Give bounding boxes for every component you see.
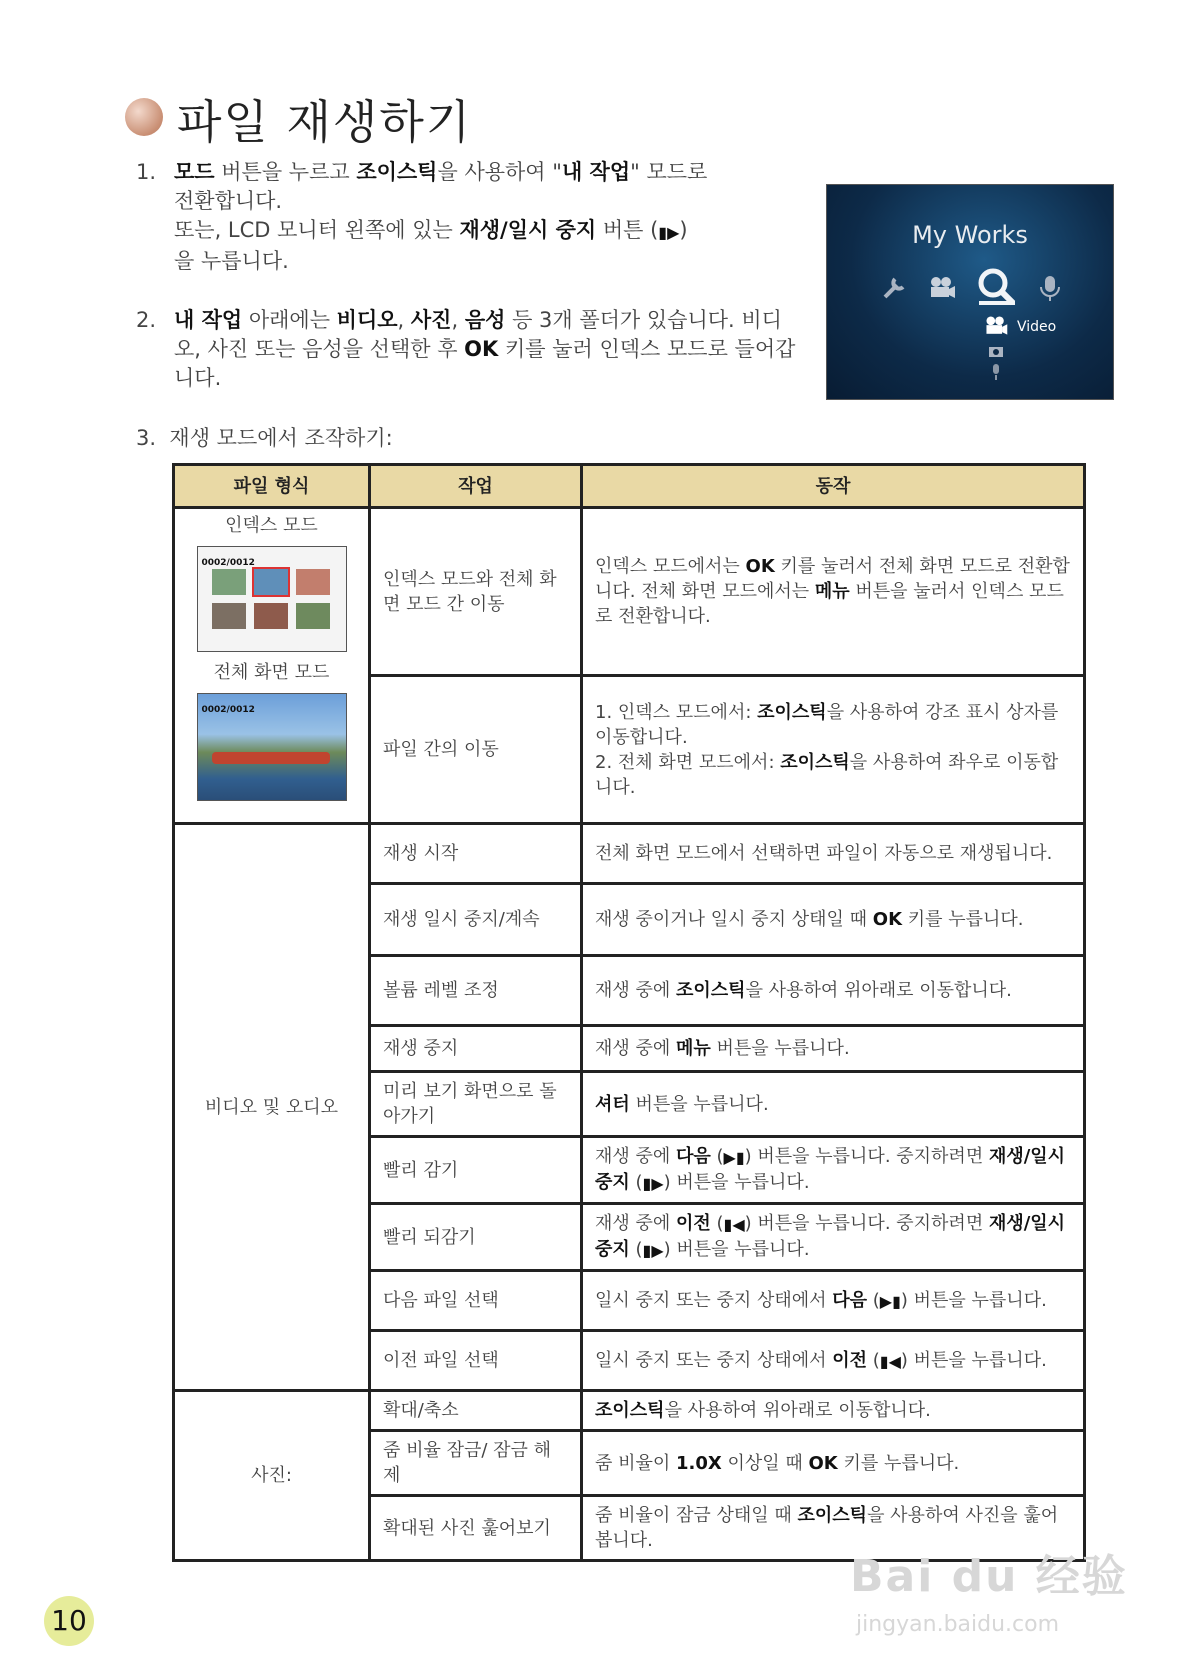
title-bullet-icon: [125, 98, 163, 136]
play-pause-icon: ▮▶: [658, 223, 680, 242]
action-cell: 셔터 버튼을 누릅니다.: [582, 1072, 1085, 1137]
action-cell: 조이스틱을 사용하여 위아래로 이동합니다.: [582, 1391, 1085, 1431]
play-pause-icon: ▮▶: [642, 1174, 664, 1193]
thumbnail-photo: [296, 569, 330, 595]
previous-icon: ▮◀: [879, 1351, 901, 1371]
step-1: [136, 158, 796, 276]
microphone-small-icon: [988, 363, 1004, 381]
tools-icon: [879, 273, 909, 303]
task-cell: 확대된 사진 훑어보기: [370, 1496, 582, 1561]
selected-thumbnail: [254, 569, 288, 595]
step-number: 2.: [136, 308, 157, 332]
task-cell: 파일 간의 이동: [370, 676, 582, 824]
index-mode-thumbnail: [197, 546, 347, 652]
screenshot-title: My Works: [912, 221, 1028, 249]
task-cell: 인덱스 모드와 전체 화면 모드 간 이동: [370, 508, 582, 676]
action-cell: 전체 화면 모드에서 선택하면 파일이 자동으로 재생됩니다.: [582, 824, 1085, 884]
step-2-text: 내 작업 아래에는 비디오, 사진, 음성 등 3개 폴더가 있습니다. 비디오, 사진 또는 음성을 선택한 후 OK 키를 눌러 인덱스 모드로 들어갑니다.: [174, 308, 796, 390]
playback-operations-table: [172, 463, 1086, 1562]
full-counter: 0002/0012: [201, 705, 255, 715]
file-type-index-full: [174, 508, 370, 824]
thumbnail-photo: [296, 603, 330, 629]
task-cell: 다음 파일 선택: [370, 1271, 582, 1331]
task-cell: 볼륨 레벨 조정: [370, 956, 582, 1026]
action-cell: 재생 중에 메뉴 버튼을 누릅니다.: [582, 1026, 1085, 1072]
action-cell: 재생 중이거나 일시 중지 상태일 때 OK 키를 누릅니다.: [582, 884, 1085, 956]
task-cell: 빨리 되감기: [370, 1204, 582, 1271]
action-cell: 재생 중에 다음 (▶▮) 버튼을 누릅니다. 중지하려면 재생/일시 중지 (▮▶) 버튼을 누릅니다.: [582, 1137, 1085, 1204]
full-mode-label: 전체 화면 모드: [213, 662, 330, 683]
task-cell: 빨리 감기: [370, 1137, 582, 1204]
action-cell: 재생 중에 이전 (▮◀) 버튼을 누릅니다. 중지하려면 재생/일시 중지 (▮▶) 버튼을 누릅니다.: [582, 1204, 1085, 1271]
task-cell: 줌 비율 잠금/ 잠금 해제: [370, 1431, 582, 1496]
magnifier-icon: [975, 265, 1019, 309]
index-counter: 0002/0012: [201, 558, 255, 568]
step-number: 1.: [136, 160, 157, 184]
step-3: [136, 422, 393, 452]
watermark-brand: Bai du 经验: [850, 1551, 1128, 1602]
next-icon: ▶▮: [879, 1291, 901, 1311]
task-cell: 재생 일시 중지/계속: [370, 884, 582, 956]
action-cell: 일시 중지 또는 중지 상태에서 다음 (▶▮) 버튼을 누릅니다.: [582, 1271, 1085, 1331]
play-pause-icon: ▮▶: [642, 1241, 664, 1260]
thumbnail-photo: [254, 603, 288, 629]
camcorder-small-icon: [983, 313, 1009, 339]
next-icon: ▶▮: [723, 1148, 745, 1167]
header-action: 동작: [582, 465, 1085, 508]
camera-icon: [988, 343, 1004, 359]
page-title: 파일 재생하기: [177, 95, 473, 149]
action-cell: 재생 중에 조이스틱을 사용하여 위아래로 이동합니다.: [582, 956, 1085, 1026]
action-cell: 1. 인덱스 모드에서: 조이스틱을 사용하여 강조 표시 상자를 이동합니다. 2. 전체 화면 모드에서: 조이스틱을 사용하여 좌우로 이동합니다.: [582, 676, 1085, 824]
camcorder-icon: [927, 273, 957, 303]
page-number: 10: [44, 1596, 94, 1646]
action-cell: 줌 비율이 잠금 상태일 때 조이스틱을 사용하여 사진을 훑어봅니다.: [582, 1496, 1085, 1561]
index-mode-label: 인덱스 모드: [225, 515, 318, 536]
step-1-line-3: 또는, LCD 모니터 왼쪽에 있는 재생/일시 중지 버튼 (▮▶): [174, 216, 796, 247]
header-file-type: 파일 형식: [174, 465, 370, 508]
watermark-url: jingyan.baidu.com: [856, 1612, 1060, 1637]
task-cell: 미리 보기 화면으로 돌아가기: [370, 1072, 582, 1137]
step-1-line-1: 모드 버튼을 누르고 조이스틱을 사용하여 "내 작업" 모드로: [174, 160, 708, 184]
task-cell: 재생 시작: [370, 824, 582, 884]
screenshot-video-label: Video: [1017, 319, 1057, 335]
instruction-steps: [136, 158, 796, 423]
table-header-row: [174, 465, 1085, 508]
step-number: 3.: [136, 426, 157, 450]
microphone-icon: [1035, 273, 1065, 303]
table-row: [174, 824, 1085, 884]
full-screen-thumbnail: [197, 693, 347, 801]
previous-icon: ▮◀: [723, 1215, 745, 1234]
file-type-video-audio: 비디오 및 오디오: [174, 824, 370, 1391]
step-1-line-2: 전환합니다.: [174, 189, 283, 213]
action-cell: 줌 비율이 1.0X 이상일 때 OK 키를 누릅니다.: [582, 1431, 1085, 1496]
boat-figure: [212, 752, 330, 764]
task-cell: 재생 중지: [370, 1026, 582, 1072]
thumbnail-photo: [212, 603, 246, 629]
file-type-photo: 사진:: [174, 1391, 370, 1561]
step-3-text: 재생 모드에서 조작하기:: [169, 426, 393, 450]
header-task: 작업: [370, 465, 582, 508]
task-cell: 이전 파일 선택: [370, 1331, 582, 1391]
task-cell: 확대/축소: [370, 1391, 582, 1431]
thumbnail-photo: [212, 569, 246, 595]
table-row: [174, 1391, 1085, 1431]
action-cell: 인덱스 모드에서는 OK 키를 눌러서 전체 화면 모드로 전환합니다. 전체 화면 모드에서는 메뉴 버튼을 눌러서 인덱스 모드로 전환합니다.: [582, 508, 1085, 676]
table-row: [174, 508, 1085, 676]
my-works-screenshot: [826, 184, 1114, 400]
action-cell: 일시 중지 또는 중지 상태에서 이전 (▮◀) 버튼을 누릅니다.: [582, 1331, 1085, 1391]
step-1-line-4: 을 누릅니다.: [174, 249, 289, 273]
step-2: [136, 306, 796, 393]
